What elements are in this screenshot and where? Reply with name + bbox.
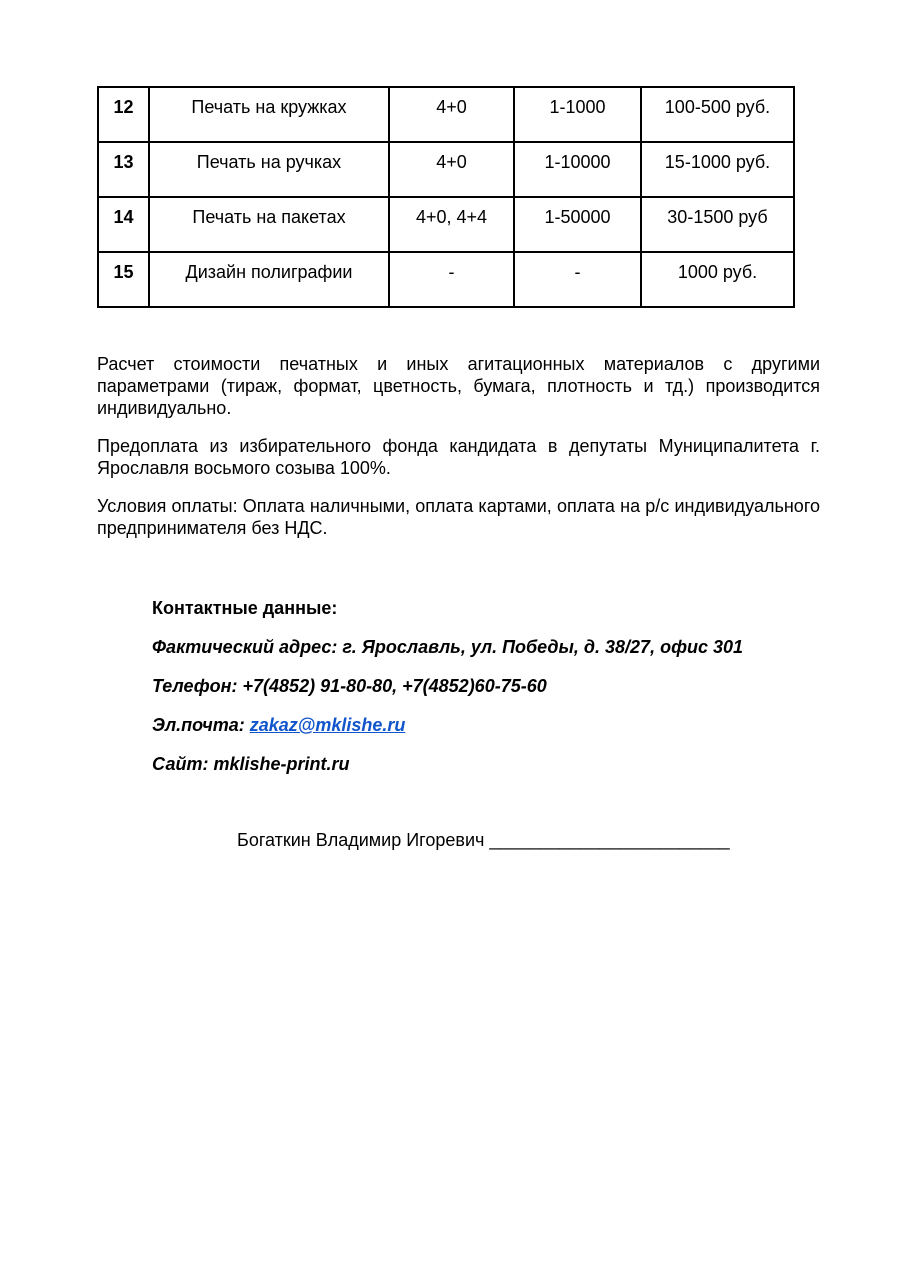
- service-name: Дизайн полиграфии: [149, 252, 389, 307]
- price-table: [97, 86, 795, 308]
- circulation-range: -: [514, 252, 641, 307]
- table-row: [98, 197, 794, 252]
- contact-phone: Телефон: +7(4852) 91-80-80, +7(4852)60-75-60: [152, 676, 547, 696]
- circulation-range: 1-50000: [514, 197, 641, 252]
- email-link[interactable]: zakaz@mklishe.ru: [249, 715, 406, 735]
- color-mode: -: [389, 252, 514, 307]
- contact-email-line: [152, 714, 820, 736]
- signature-line: [97, 829, 820, 851]
- paragraph-prepayment: Предоплата из избирательного фонда кандидата в депутаты Муниципалитета г. Ярославля восьмого созыва 100%.: [97, 436, 820, 478]
- table-row: [98, 142, 794, 197]
- price-range: 100-500 руб.: [641, 87, 794, 142]
- signature-underscore-line: ________________________: [489, 830, 730, 850]
- price-range: 15-1000 руб.: [641, 142, 794, 197]
- paragraph-payment-terms: Условия оплаты: Оплата наличными, оплата картами, оплата на р/с индивидуального предпринимателя без НДС.: [97, 496, 820, 538]
- service-name: Печать на ручках: [149, 142, 389, 197]
- color-mode: 4+0: [389, 142, 514, 197]
- row-number: 14: [98, 197, 149, 252]
- color-mode: 4+0: [389, 87, 514, 142]
- service-name: Печать на кружках: [149, 87, 389, 142]
- signature-name: Богаткин Владимир Игоревич: [237, 830, 485, 850]
- contact-site: Сайт: mklishe-print.ru: [152, 754, 350, 774]
- paragraph-custom-calculation: Расчет стоимости печатных и иных агитационных материалов с другими параметрами (тираж, формат, цветность, бумага, плотность и тд.) производится индивидуально.: [97, 354, 820, 418]
- row-number: 15: [98, 252, 149, 307]
- contacts-heading: Контактные данные:: [152, 598, 338, 618]
- email-label: Эл.почта:: [152, 715, 245, 735]
- row-number: 13: [98, 142, 149, 197]
- row-number: 12: [98, 87, 149, 142]
- contacts-block: [97, 597, 820, 775]
- table-row: [98, 87, 794, 142]
- circulation-range: 1-1000: [514, 87, 641, 142]
- price-range: 30-1500 руб: [641, 197, 794, 252]
- color-mode: 4+0, 4+4: [389, 197, 514, 252]
- table-row: [98, 252, 794, 307]
- price-range: 1000 руб.: [641, 252, 794, 307]
- contact-address: Фактический адрес: г. Ярославль, ул. Победы, д. 38/27, офис 301: [152, 637, 744, 657]
- service-name: Печать на пакетах: [149, 197, 389, 252]
- circulation-range: 1-10000: [514, 142, 641, 197]
